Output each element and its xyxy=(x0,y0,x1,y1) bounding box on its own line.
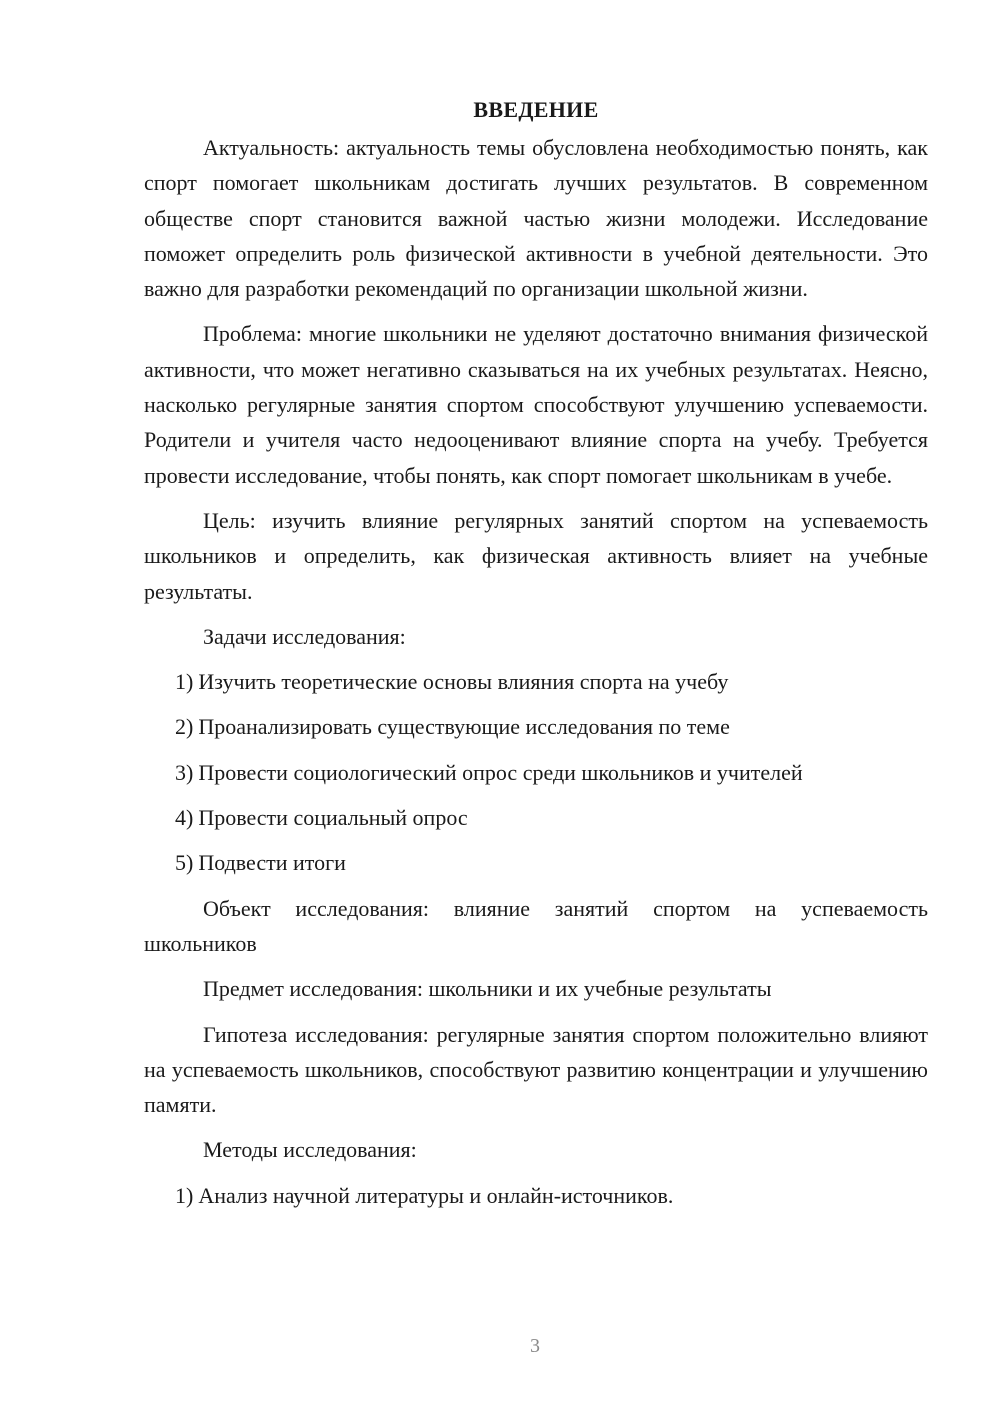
list-item-number: 1) xyxy=(175,1182,194,1208)
list-item-text: Подвести итоги xyxy=(198,850,346,876)
list-item-text: Изучить теоретические основы влияния спорта на учебу xyxy=(198,669,729,695)
list-item xyxy=(144,755,928,790)
list-item xyxy=(144,709,928,744)
page-content xyxy=(144,92,928,1223)
list-item-number: 4) xyxy=(175,805,194,831)
hypothesis-paragraph: Гипотеза исследования: регулярные занятия спортом положительно влияют на успеваемость школьников, способствуют развитию концентрации и улучшению памяти. xyxy=(144,1021,928,1118)
section-title: ВВЕДЕНИЕ xyxy=(473,97,599,122)
methods-list xyxy=(144,1178,928,1213)
list-item-text: Проанализировать существующие исследования по теме xyxy=(198,714,730,740)
object-paragraph: Объект исследования: влияние занятий спортом на успеваемость школьников xyxy=(144,895,928,956)
list-item xyxy=(144,800,928,835)
list-item xyxy=(144,1178,928,1213)
list-item-number: 2) xyxy=(175,714,194,740)
tasks-list xyxy=(144,664,928,880)
list-item-number: 1) xyxy=(175,669,194,695)
list-item-text: Анализ научной литературы и онлайн-источников. xyxy=(198,1182,674,1208)
relevance-paragraph: Актуальность: актуальность темы обусловлена необходимостью понять, как спорт помогает школьникам достигать лучших результатов. В современном обществе спорт становится важной частью жизни молодежи. Исследование поможет определить роль физической активности в учебной деятельности. Это важно для разработки рекомендаций по организации школьной жизни. xyxy=(144,135,928,302)
list-item-number: 3) xyxy=(175,759,194,785)
list-item-text: Провести социальный опрос xyxy=(198,805,468,831)
list-item-number: 5) xyxy=(175,850,194,876)
list-item xyxy=(144,845,928,880)
list-item xyxy=(144,664,928,699)
subject-paragraph: Предмет исследования: школьники и их учебные результаты xyxy=(203,976,772,1002)
page-number: 3 xyxy=(530,1335,540,1357)
methods-heading: Методы исследования: xyxy=(203,1137,417,1163)
tasks-heading: Задачи исследования: xyxy=(203,623,406,649)
problem-paragraph: Проблема: многие школьники не уделяют достаточно внимания физической активности, что может негативно сказываться на их учебных результатах. Неясно, насколько регулярные занятия спортом способствуют улучшению успеваемости. Родители и учителя часто недооценивают влияние спорта на учебу. Требуется провести исследование, чтобы понять, как спорт помогает школьникам в учебе. xyxy=(144,321,928,488)
goal-paragraph: Цель: изучить влияние регулярных занятий спортом на успеваемость школьников и определить, как физическая активность влияет на учебные результаты. xyxy=(144,507,928,604)
list-item-text: Провести социологический опрос среди школьников и учителей xyxy=(198,759,803,785)
